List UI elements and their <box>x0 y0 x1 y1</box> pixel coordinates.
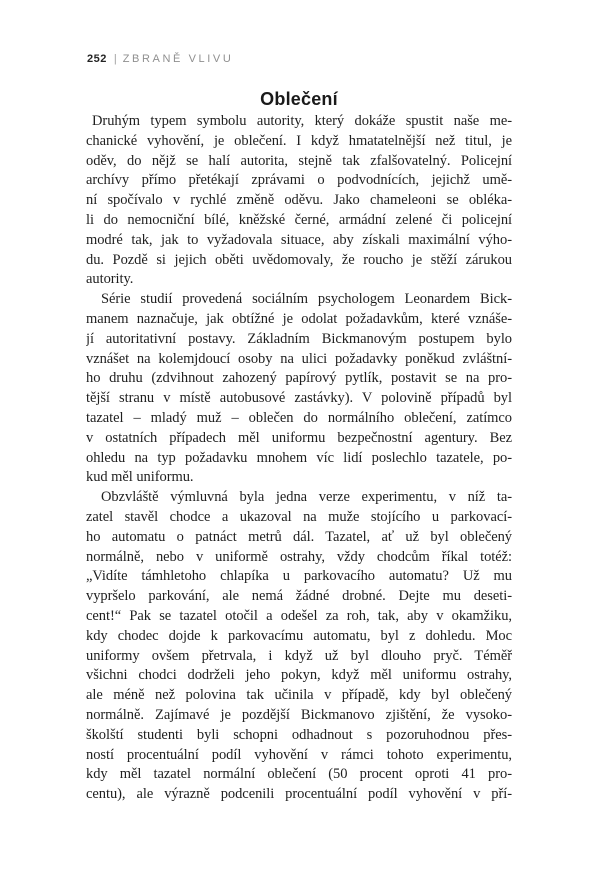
text-line: kdy chodec dojde k parkovacímu automatu, byl z dohledu. Moc <box>86 627 512 644</box>
paragraph <box>86 290 512 488</box>
text-line: vznášet na kolemjdoucí osoby na ulici požadavky poněkud zvláštní- <box>86 350 512 367</box>
text-line: Obzvláště výmluvná byla jedna verze experimentu, v níž ta- <box>101 489 512 506</box>
text-line: normálně, nebo v uniformě ostrahy, vždy chodcům říkal totéž: <box>86 548 512 565</box>
text-line: ností procentuální podíl vyhovění v rámci tohoto experimentu, <box>86 746 512 763</box>
text-line: archívy přímo přetékají zprávami o podvodnících, jejichž umě- <box>86 172 512 189</box>
text-line: chanické vyhovění, je oblečení. I když hmatatelnější než titul, je <box>86 132 512 149</box>
text-line: všichni chodci dodrželi jeho pokyn, když měl uniformu ostrahy, <box>86 667 512 684</box>
text-line: tější stranu v místě autobusové zastávky). V polovině případů byl <box>86 390 512 407</box>
text-line: zatel stavěl chodce a ukazoval na muže stojícího u parkovací- <box>86 508 512 525</box>
text-line: ho druhu (zdvihnout zahozený papírový pytlík, postavit se na pro- <box>86 370 512 387</box>
book-title: ZBRANĚ VLIVU <box>122 53 234 65</box>
text-line: modré tak, jak to vyžadovala situace, aby získali maximální výho- <box>86 231 512 248</box>
text-line: uniformy ovšem přetrvala, i když už byl dlouho pryč. Téměř <box>86 647 512 664</box>
running-header <box>87 53 233 66</box>
section-heading: Oblečení <box>260 89 338 109</box>
text-line: v ostatních případech měl uniformu bezpečnostní agentury. Bez <box>86 429 512 446</box>
text-line: ale méně než polovina tak učinila v případě, kdy byl oblečený <box>86 687 512 704</box>
text-line: cent!“ Pak se tazatel otočil a odešel za roh, tak, aby v okamžiku, <box>86 607 512 624</box>
text-line: oděv, do nějž se halí autorita, stejně tak zfalšovatelný. Policejní <box>86 152 512 169</box>
text-line: manem naznačuje, jak obtížné je odolat požadavkům, které vznáše- <box>86 310 512 327</box>
body-text <box>86 112 512 805</box>
text-line: školští studenti byli schopni odhadnout s pozoruhodnou přes- <box>86 726 512 743</box>
text-line: autority. <box>86 271 134 288</box>
text-line: normálně. Zajímavé je pozdější Bickmanovo zjištění, že vysoko- <box>86 706 512 723</box>
text-line: li do nemocniční bílé, kněžské černé, armádní zelené či policejní <box>86 211 512 228</box>
text-line: du. Pozdě si jejich oběti uvědomovaly, že roucho je stěží zárukou <box>86 251 512 268</box>
text-line: Série studií provedená sociálním psychologem Leonardem Bick- <box>101 291 512 308</box>
text-line: kud měl uniformu. <box>86 469 194 486</box>
text-line: kdy měl tazatel normální oblečení (50 procent oproti 41 pro- <box>86 766 512 783</box>
paragraph <box>86 488 512 805</box>
text-line: vypršelo parkování, ale nemá žádné drobné. Dejte mu deseti- <box>86 588 512 605</box>
text-line: tazatel – mladý muž – oblečen do normálního oblečení, zatímco <box>86 409 512 426</box>
text-line: ohledu na typ požadavku mnohem víc lidí poslechlo tazatele, po- <box>86 449 512 466</box>
text-line: ní spočívalo v rychlé změně oděvu. Jako chameleoni se obléka- <box>86 192 512 209</box>
header-separator: | <box>113 53 117 65</box>
text-line: „Vidíte támhletoho chlapíka u parkovacího automatu? Už mu <box>86 568 512 585</box>
paragraph <box>86 112 512 290</box>
text-line: centu), ale výrazně podcenili procentuální podíl vyhovění v pří- <box>86 786 512 803</box>
text-line: Druhým typem symbolu autority, který dokáže spustit naše me- <box>92 113 512 129</box>
page-number: 252 <box>87 53 107 65</box>
text-line: ho automatu o patnáct metrů dál. Tazatel, ať už byl oblečený <box>86 528 512 545</box>
text-line: jí autoritativní postavy. Základním Bickmanovým postupem bylo <box>86 330 512 347</box>
